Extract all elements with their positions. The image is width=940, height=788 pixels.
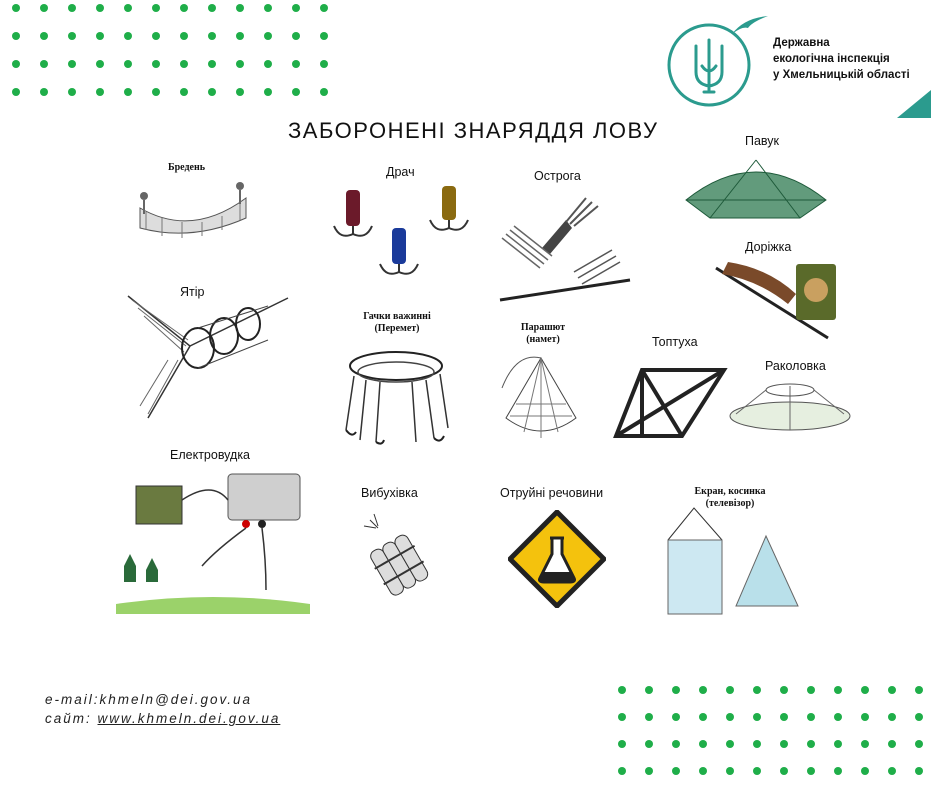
decor-dot <box>807 713 815 721</box>
label-elektrovudka: Електровудка <box>170 448 251 462</box>
decor-dot <box>236 60 244 68</box>
label-ostroga: Острога <box>534 169 581 183</box>
poison-flask-warning-icon <box>508 510 606 608</box>
decor-dot <box>618 767 626 775</box>
decor-dot <box>699 686 707 694</box>
decor-dot <box>834 686 842 694</box>
decor-dot <box>264 4 272 12</box>
decor-dot <box>292 4 300 12</box>
decor-dot <box>152 60 160 68</box>
decor-dot <box>96 32 104 40</box>
label-otruini: Отруйні речовини <box>500 486 604 500</box>
decor-dot <box>152 32 160 40</box>
site-line <box>45 709 280 728</box>
decor-dot <box>124 88 132 96</box>
decor-dot <box>208 4 216 12</box>
bird-icon <box>730 14 770 40</box>
decor-dot <box>236 4 244 12</box>
decor-dot <box>753 686 761 694</box>
decor-dot <box>834 767 842 775</box>
decor-dot <box>40 60 48 68</box>
decor-dot <box>726 713 734 721</box>
decor-dot <box>834 713 842 721</box>
decor-dot <box>645 713 653 721</box>
decor-dot <box>180 4 188 12</box>
decor-dot <box>292 32 300 40</box>
label-pavuk: Павук <box>745 134 780 148</box>
decor-dot <box>618 740 626 748</box>
org-name <box>773 35 910 83</box>
decor-dot <box>320 88 328 96</box>
decor-dot <box>236 88 244 96</box>
decor-dot <box>672 713 680 721</box>
decor-dot <box>236 32 244 40</box>
decor-dot <box>40 32 48 40</box>
decor-dot <box>264 88 272 96</box>
decor-dot <box>915 686 923 694</box>
decor-dot <box>780 713 788 721</box>
decor-dot <box>618 686 626 694</box>
decor-dot <box>861 740 869 748</box>
label-ekran: Екран, косинка (телевізор) <box>694 486 766 509</box>
label-toptukha: Топтуха <box>652 335 698 349</box>
drach-illustration <box>322 180 470 292</box>
pavuk-illustration <box>680 150 832 222</box>
decor-dot <box>753 740 761 748</box>
decor-dot <box>618 713 626 721</box>
decor-dot <box>320 60 328 68</box>
decor-dot <box>124 4 132 12</box>
email-line <box>45 690 280 709</box>
decor-dot <box>264 32 272 40</box>
doriyka-illustration <box>708 254 844 344</box>
label-yatir: Ятір <box>180 285 205 299</box>
email-label: e-mail: <box>45 692 100 707</box>
decor-dot <box>68 4 76 12</box>
decor-dot <box>753 713 761 721</box>
decor-dot <box>699 767 707 775</box>
decor-dot <box>320 32 328 40</box>
decor-dot <box>834 740 842 748</box>
decor-dot <box>915 740 923 748</box>
decor-dot <box>888 713 896 721</box>
label-vybukhivka: Вибухівка <box>361 486 418 500</box>
decor-dot <box>68 88 76 96</box>
ekran-illustration <box>664 500 802 616</box>
decor-dot <box>861 713 869 721</box>
decor-dot <box>124 32 132 40</box>
vybukhivka-illustration <box>356 510 448 604</box>
decor-dot <box>12 32 20 40</box>
decor-dot <box>68 60 76 68</box>
label-doriyka: Доріжка <box>745 240 792 254</box>
decor-dot <box>208 32 216 40</box>
decor-dot <box>915 713 923 721</box>
label-rakolovka: Раколовка <box>765 359 826 373</box>
elektrovudka-illustration <box>116 470 310 614</box>
decor-dot <box>208 60 216 68</box>
decor-dot <box>208 88 216 96</box>
decor-dot <box>68 32 76 40</box>
decor-dot <box>753 767 761 775</box>
decor-dot <box>726 686 734 694</box>
rakolovka-illustration <box>726 374 854 436</box>
decor-dot <box>96 88 104 96</box>
site-link[interactable]: www.khmeln.dei.gov.ua <box>97 711 281 726</box>
decor-dot <box>96 60 104 68</box>
label-breden: Бредень <box>168 162 206 173</box>
decor-dot <box>699 740 707 748</box>
org-name-line-3: у Хмельницькій області <box>773 69 910 81</box>
decor-dot <box>645 767 653 775</box>
decor-dot <box>264 60 272 68</box>
org-name-line-2: екологічна інспекція <box>773 53 890 65</box>
decor-dot <box>645 686 653 694</box>
decor-dot <box>699 713 707 721</box>
decor-dots-top-left <box>12 4 328 96</box>
decor-dot <box>807 740 815 748</box>
site-label: сайт: <box>45 711 98 726</box>
org-name-line-1: Державна <box>773 37 830 49</box>
decor-dot <box>888 740 896 748</box>
decor-dot <box>292 60 300 68</box>
decor-dot <box>726 767 734 775</box>
decor-dot <box>40 4 48 12</box>
decor-dot <box>888 686 896 694</box>
decor-dot <box>152 88 160 96</box>
decor-dot <box>292 88 300 96</box>
decor-dot <box>915 767 923 775</box>
decor-dot <box>645 740 653 748</box>
yatir-illustration <box>118 290 296 426</box>
poster-title: ЗАБОРОНЕНІ ЗНАРЯДДЯ ЛОВУ <box>288 118 659 143</box>
decor-dot <box>861 686 869 694</box>
decor-dot <box>807 686 815 694</box>
decor-dot <box>96 4 104 12</box>
decor-dot <box>780 767 788 775</box>
contact-info <box>45 690 280 728</box>
decor-dot <box>780 740 788 748</box>
decor-dot <box>12 60 20 68</box>
decor-dot <box>780 686 788 694</box>
decor-dot <box>12 4 20 12</box>
decor-dot <box>180 32 188 40</box>
decor-dot <box>861 767 869 775</box>
breden-illustration <box>132 178 254 242</box>
parashut-illustration <box>496 348 586 446</box>
toptukha-illustration <box>612 350 730 440</box>
ostroga-illustration <box>496 192 632 304</box>
decor-dot <box>180 88 188 96</box>
decor-dot <box>180 60 188 68</box>
decor-dot <box>888 767 896 775</box>
label-gachky: Гачки важинні (Перемет) <box>363 311 431 334</box>
decor-dot <box>807 767 815 775</box>
decor-dot <box>726 740 734 748</box>
decor-dot <box>124 60 132 68</box>
decor-dots-bottom-right <box>618 686 923 775</box>
decor-dot <box>320 4 328 12</box>
label-drach: Драч <box>386 165 415 179</box>
gachky-illustration <box>336 346 458 448</box>
email-value[interactable]: khmeln@dei.gov.ua <box>99 692 253 707</box>
corner-triangle <box>897 90 931 118</box>
decor-dot <box>40 88 48 96</box>
label-parashut: Парашют (намет) <box>520 322 566 345</box>
decor-dot <box>672 767 680 775</box>
decor-dot <box>672 686 680 694</box>
decor-dot <box>12 88 20 96</box>
decor-dot <box>152 4 160 12</box>
decor-dot <box>672 740 680 748</box>
